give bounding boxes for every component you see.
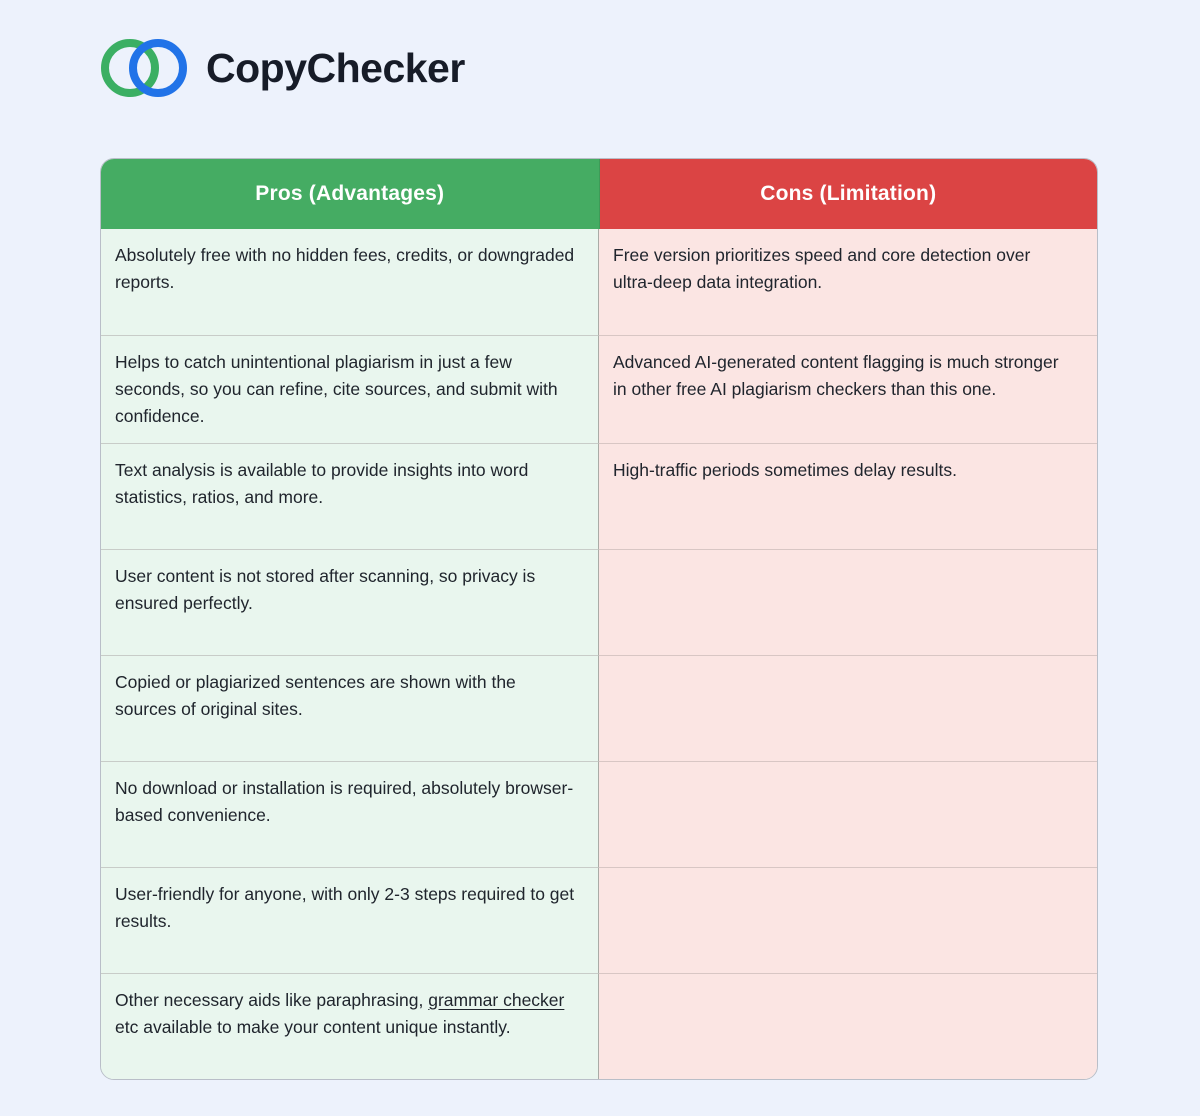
pro-cell: Text analysis is available to provide insights into word statistics, ratios, and more. [101, 443, 599, 549]
pro-text-before-link: Other necessary aids like paraphrasing, [115, 990, 429, 1010]
pro-cell: User content is not stored after scanning, so privacy is ensured perfectly. [101, 549, 599, 655]
con-cell [599, 973, 1097, 1079]
table-row [101, 655, 1097, 761]
pro-cell: Copied or plagiarized sentences are shown with the sources of original sites. [101, 655, 599, 761]
pros-cons-table [100, 158, 1098, 1080]
con-cell: Advanced AI-generated content flagging is much stronger in other free AI plagiarism checkers than this one. [599, 335, 1097, 443]
table-row [101, 335, 1097, 443]
table-header-row [101, 159, 1097, 229]
table-row [101, 549, 1097, 655]
table-row [101, 973, 1097, 1079]
pro-cell: No download or installation is required, absolutely browser-based convenience. [101, 761, 599, 867]
brand-name: CopyChecker [206, 44, 465, 91]
cons-column-header: Cons (Limitation) [600, 159, 1098, 229]
table-row [101, 443, 1097, 549]
pro-cell [101, 973, 599, 1079]
con-cell: High-traffic periods sometimes delay results. [599, 443, 1097, 549]
grammar-checker-link[interactable]: grammar checker [428, 990, 565, 1010]
pros-column-header: Pros (Advantages) [101, 159, 600, 229]
con-cell [599, 549, 1097, 655]
table-row [101, 867, 1097, 973]
pro-cell: Absolutely free with no hidden fees, credits, or downgraded reports. [101, 229, 599, 335]
copychecker-logo-icon [100, 38, 188, 98]
con-cell [599, 761, 1097, 867]
table-row [101, 229, 1097, 335]
pro-cell: Helps to catch unintentional plagiarism in just a few seconds, so you can refine, cite sources, and submit with confidence. [101, 335, 599, 443]
table-row [101, 761, 1097, 867]
con-cell [599, 867, 1097, 973]
con-cell: Free version prioritizes speed and core detection over ultra-deep data integration. [599, 229, 1097, 335]
con-cell [599, 655, 1097, 761]
brand-header [100, 38, 465, 98]
pro-text-after-link: etc available to make your content unique instantly. [115, 1017, 511, 1037]
pro-cell: User-friendly for anyone, with only 2-3 steps required to get results. [101, 867, 599, 973]
